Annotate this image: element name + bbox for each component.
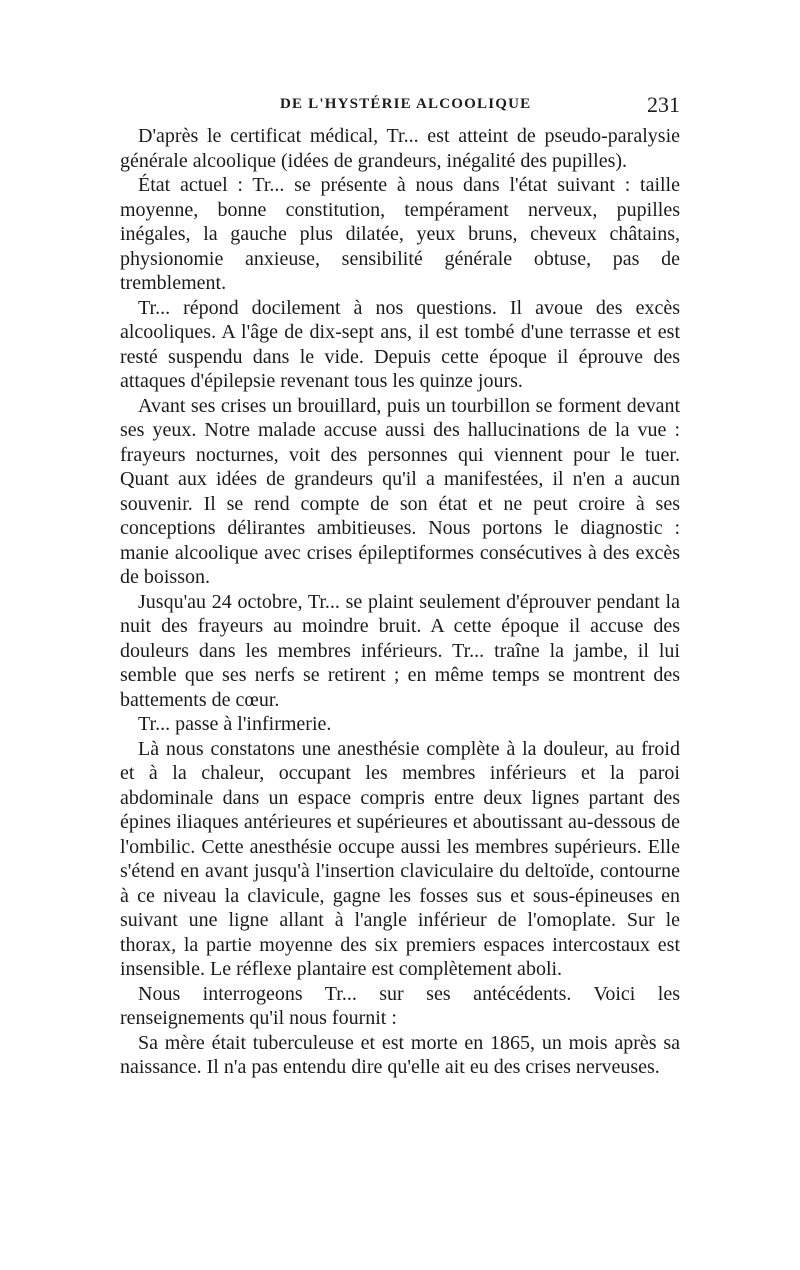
body-text <box>120 124 680 1080</box>
paragraph-current-state: État actuel : Tr... se présente à nous dans l'état suivant : taille moyenne, bonne constitution, tempérament nerveux, pupilles inégales, la gauche plus dilatée, yeux bruns, cheveux châtains, physionomie anxieuse, sensibilité générale obtuse, pas de tremblement. <box>120 174 680 294</box>
paragraph-anesthesia: Là nous constatons une anesthésie complète à la douleur, au froid et à la chaleur, occupant les membres inférieurs et la paroi abdominale dans un espace compris entre deux lignes partant des épines iliaques antérieures et supérieures et aboutissant au-dessous de l'ombilic. Cette anesthésie occupe aussi les membres supérieurs. Elle s'étend en avant jusqu'à l'insertion claviculaire du deltoïde, contourne à ce niveau la clavicule, gagne les fosses sus et sous-épineuses en suivant une ligne allant à l'angle inférieur de l'omoplate. Sur le thorax, la partie moyenne des six premiers espaces intercostaux est insensible. Le réflexe plantaire est complètement aboli. <box>120 737 680 980</box>
page-number: 231 <box>647 92 680 117</box>
paragraph-infirmary: Tr... passe à l'infirmerie. <box>138 713 332 735</box>
paragraph-certificate: D'après le certificat médical, Tr... est atteint de pseudo-paralysie générale alcoolique (idées de grandeurs, inégalité des pupilles). <box>120 125 680 172</box>
paragraph-antecedents: Nous interrogeons Tr... sur ses antécédents. Voici les renseignements qu'il nous fournit : <box>120 982 680 1029</box>
paragraph-crises: Avant ses crises un brouillard, puis un tourbillon se forment devant ses yeux. Notre malade accuse aussi des hallucinations de la vue : frayeurs nocturnes, voit des personnes qui viennent pour le tuer. Quant aux idées de grandeurs qu'il a manifestées, il n'en a aucun souvenir. Il se rend compte de son état et ne peut croire à ses conceptions délirantes ambitieuses. Nous portons le diagnostic : manie alcoolique avec crises épileptiformes consécutives à des excès de boisson. <box>120 394 680 588</box>
paragraph-questioning: Tr... répond docilement à nos questions. Il avoue des excès alcooliques. A l'âge de dix-sept ans, il est tombé d'une terrasse et est resté suspendu dans le vide. Depuis cette époque il éprouve des attaques d'épilepsie revenant tous les quinze jours. <box>120 296 680 392</box>
running-title: DE L'HYSTÉRIE ALCOOLIQUE <box>280 96 532 112</box>
paragraph-october: Jusqu'au 24 octobre, Tr... se plaint seulement d'éprouver pendant la nuit des frayeurs au moindre bruit. A cette époque il accuse des douleurs dans les membres inférieurs. Tr... traîne la jambe, il lui semble que ses nerfs se retirent ; en même temps se montrent des battements de cœur. <box>120 590 680 711</box>
paragraph-mother: Sa mère était tuberculeuse et est morte en 1865, un mois après sa naissance. Il n'a pas entendu dire qu'elle ait eu des crises nerveuses. <box>120 1031 680 1078</box>
running-head <box>120 92 680 122</box>
